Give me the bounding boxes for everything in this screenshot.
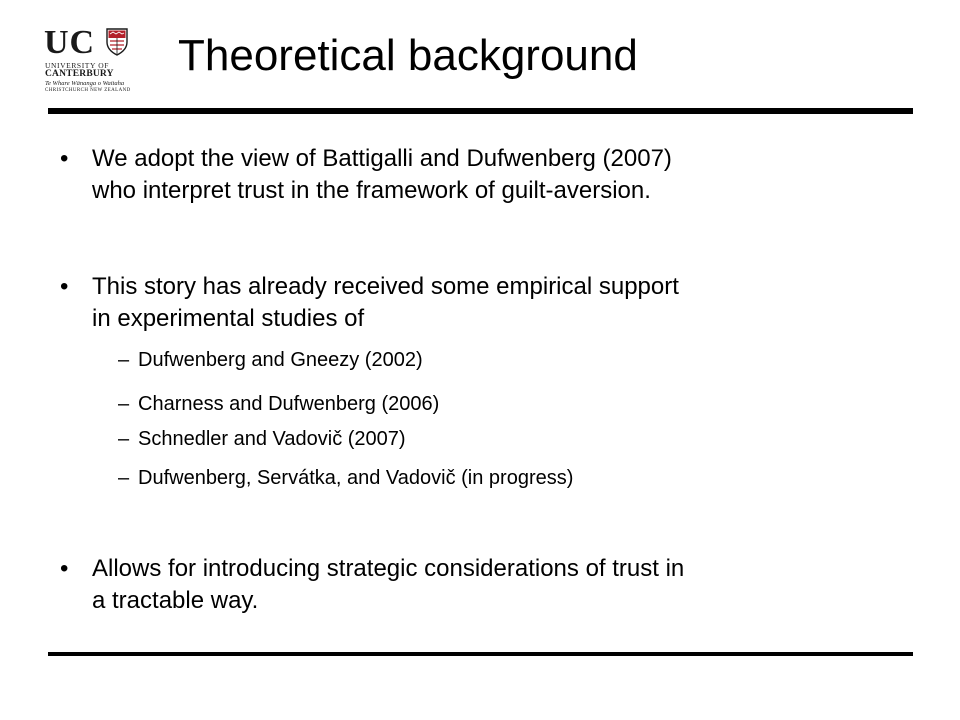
bullet-text [92,143,922,207]
sub-bullet-marker: – [118,428,130,450]
logo-line-university-of: UNIVERSITY OF [45,61,109,70]
bullet-text [92,553,922,617]
sub-bullet-text: Dufwenberg, Servátka, and Vadovič (in progress) [138,467,574,489]
sub-bullet-marker: – [118,393,130,415]
logo-line-maori-name: Te Whare Wānanga o Waitaha [45,80,125,87]
bullet-text [92,271,922,335]
university-logo [44,24,154,93]
bullet-line: in experimental studies of [92,305,365,332]
bullet-marker: • [60,273,69,300]
bullet-line: who interpret trust in the framework of guilt-aversion. [92,177,651,204]
bullet-line: We adopt the view of Battigalli and Dufwenberg (2007) [92,145,672,172]
sub-bullet-marker: – [118,467,130,489]
logo-line-location: CHRISTCHURCH NEW ZEALAND [45,88,131,93]
footer-divider [48,652,913,656]
sub-bullet-text: Dufwenberg and Gneezy (2002) [138,349,423,371]
bullet-line: a tractable way. [92,587,259,614]
bullet-line: This story has already received some empirical support [92,273,679,300]
crest-icon [106,28,128,56]
logo-mark: UC [44,24,96,61]
bullet-line: Allows for introducing strategic considerations of trust in [92,555,685,582]
logo-line-canterbury: CANTERBURY [45,69,114,79]
sub-bullet-marker: – [118,349,130,371]
bullet-marker: • [60,145,69,172]
sub-bullet-text: Schnedler and Vadovič (2007) [138,428,406,450]
bullet-marker: • [60,555,69,582]
sub-bullet-text: Charness and Dufwenberg (2006) [138,393,440,415]
title-divider [48,108,913,114]
slide-title: Theoretical background [178,31,638,80]
